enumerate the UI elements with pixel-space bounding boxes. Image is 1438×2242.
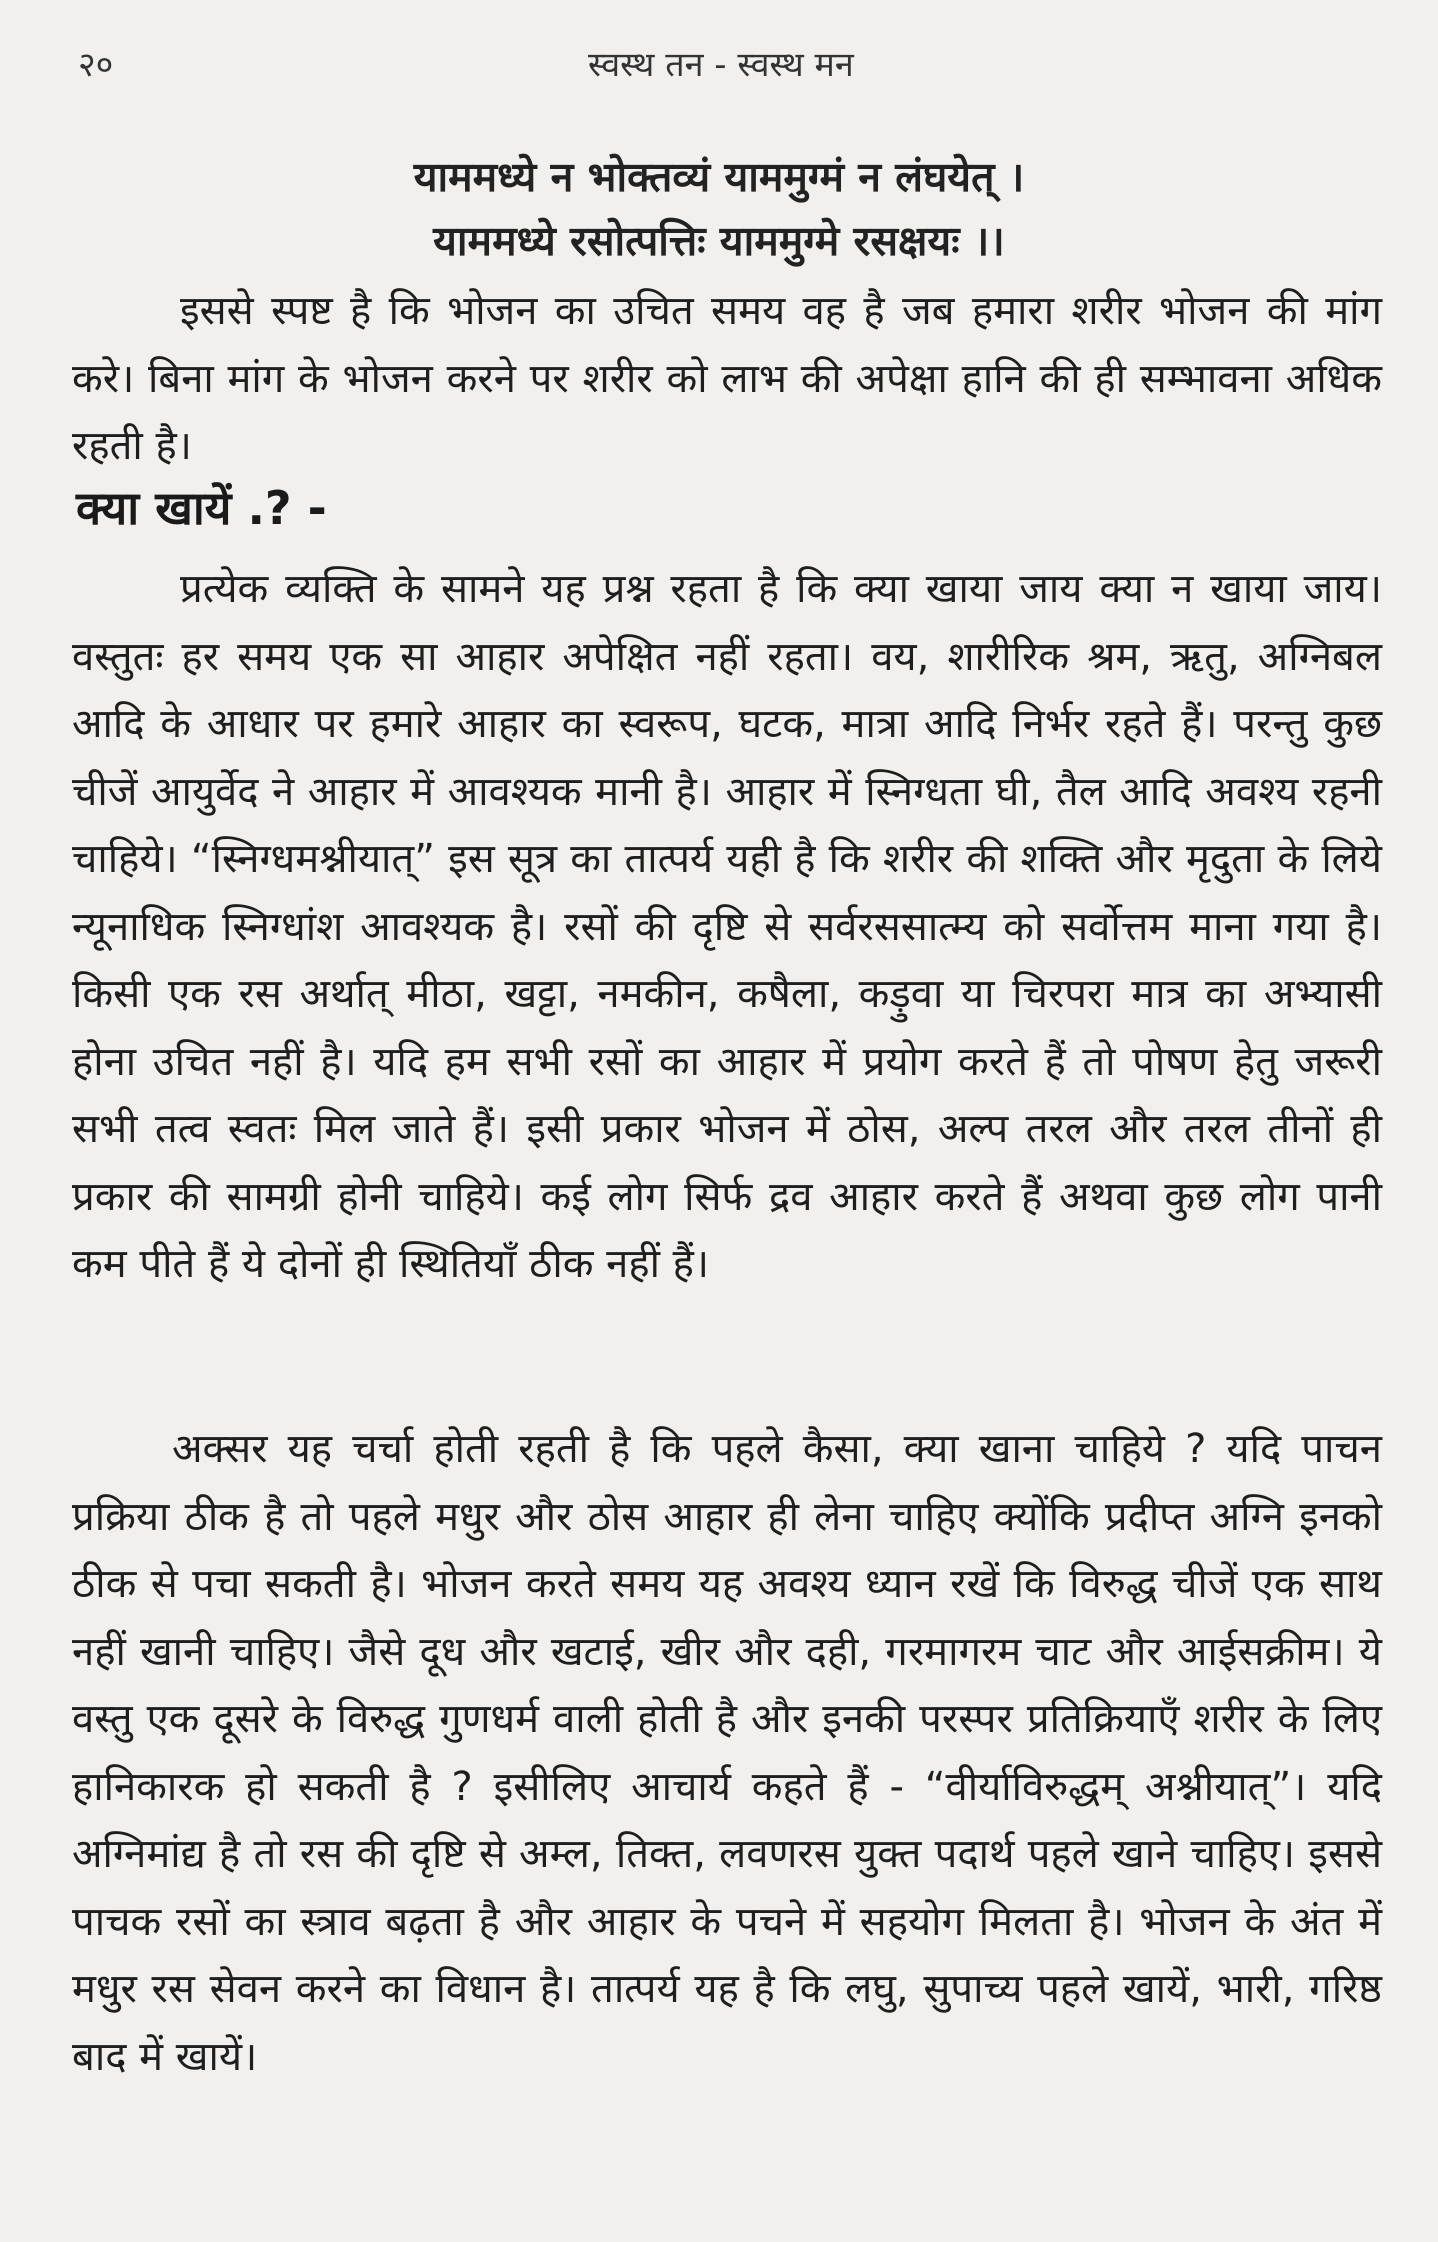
paragraph-2: प्रत्येक व्यक्ति के सामने यह प्रश्न रहता है कि क्या खाया जाय क्या न खाया जाय। वस्तुतः हर समय एक सा आहार अपेक्षित नहीं रहता। वय, शारीरिक श्रम, ऋतु, अग्निबल आदि के आधार पर हमारे आहार का स्वरूप, घटक, मात्रा आदि निर्भर रहते हैं। परन्तु कुछ चीजें आयुर्वेद ने आहार में आवश्यक मानी है। आहार में स्निग्धता घी, तैल आदि अवश्य रहनी चाहिये। “स्निग्धमश्नीयात्” इस सूत्र का तात्पर्य यही है कि शरीर की शक्ति और मृदुता के लिये न्यूनाधिक स्निग्धांश आवश्यक है। रसों की दृष्टि से सर्वरससात्म्य को सर्वोत्तम माना गया है। किसी एक रस अर्थात् मीठा, खट्टा, नमकीन, कषैला, कड़ुवा या चिरपरा मात्र का अभ्यासी होना उचित नहीं है। यदि हम सभी रसों का आहार में प्रयोग करते हैं तो पोषण हेतु जरूरी सभी तत्व स्वतः मिल जाते हैं। इसी प्रकार भोजन में ठोस, अल्प तरल और तरल तीनों ही प्रकार की सामग्री होनी चाहिये। कई लोग सिर्फ द्रव आहार करते हैं अथवा कुछ लोग पानी कम पीते हैं ये दोनों ही स्थितियाँ ठीक नहीं हैं। — [72, 566, 1382, 1287]
running-title: स्वस्थ तन - स्वस्थ मन — [588, 45, 854, 85]
page-number: २० — [78, 45, 114, 85]
page-header — [78, 40, 1378, 90]
verse-line-1: याममध्ये न भोक्तव्यं याममुग्मं न लंघयेत् । — [413, 153, 1025, 201]
paragraph-1: इससे स्पष्ट है कि भोजन का उचित समय वह है जब हमारा शरीर भोजन की मांग करे। बिना मांग के भोजन करने पर शरीर को लाभ की अपेक्षा हानि की ही सम्भावना अधिक रहती है। — [72, 288, 1382, 469]
verse-line-2: याममध्ये रसोत्पत्तिः याममुग्मे रसक्षयः ।। — [433, 217, 1005, 265]
paragraph-3: अक्सर यह चर्चा होती रहती है कि पहले कैसा, क्या खाना चाहिये ? यदि पाचन प्रक्रिया ठीक है तो पहले मधुर और ठोस आहार ही लेना चाहिए क्योंकि प्रदीप्त अग्नि इनको ठीक से पचा सकती है। भोजन करते समय यह अवश्य ध्यान रखें कि विरुद्ध चीजें एक साथ नहीं खानी चाहिए। जैसे दूध और खटाई, खीर और दही, गरमागरम चाट और आईसक्रीम। ये वस्तु एक दूसरे के विरुद्ध गुणधर्म वाली होती है और इनकी परस्पर प्रतिक्रियाएँ शरीर के लिए हानिकारक हो सकती है ? इसीलिए आचार्य कहते हैं - “वीर्याविरुद्धम् अश्नीयात्”। यदि अग्निमांद्य है तो रस की दृष्टि से अम्ल, तिक्त, लवणरस युक्त पदार्थ पहले खाने चाहिए। इससे पाचक रसों का स्त्राव बढ़ता है और आहार के पचने में सहयोग मिलता है। भोजन के अंत में मधुर रस सेवन करने का विधान है। तात्पर्य यह है कि लघु, सुपाच्य पहले खायें, भारी, गरिष्ठ बाद में खायें। — [72, 1426, 1382, 2080]
section-heading: क्या खायें .? - — [76, 481, 327, 535]
